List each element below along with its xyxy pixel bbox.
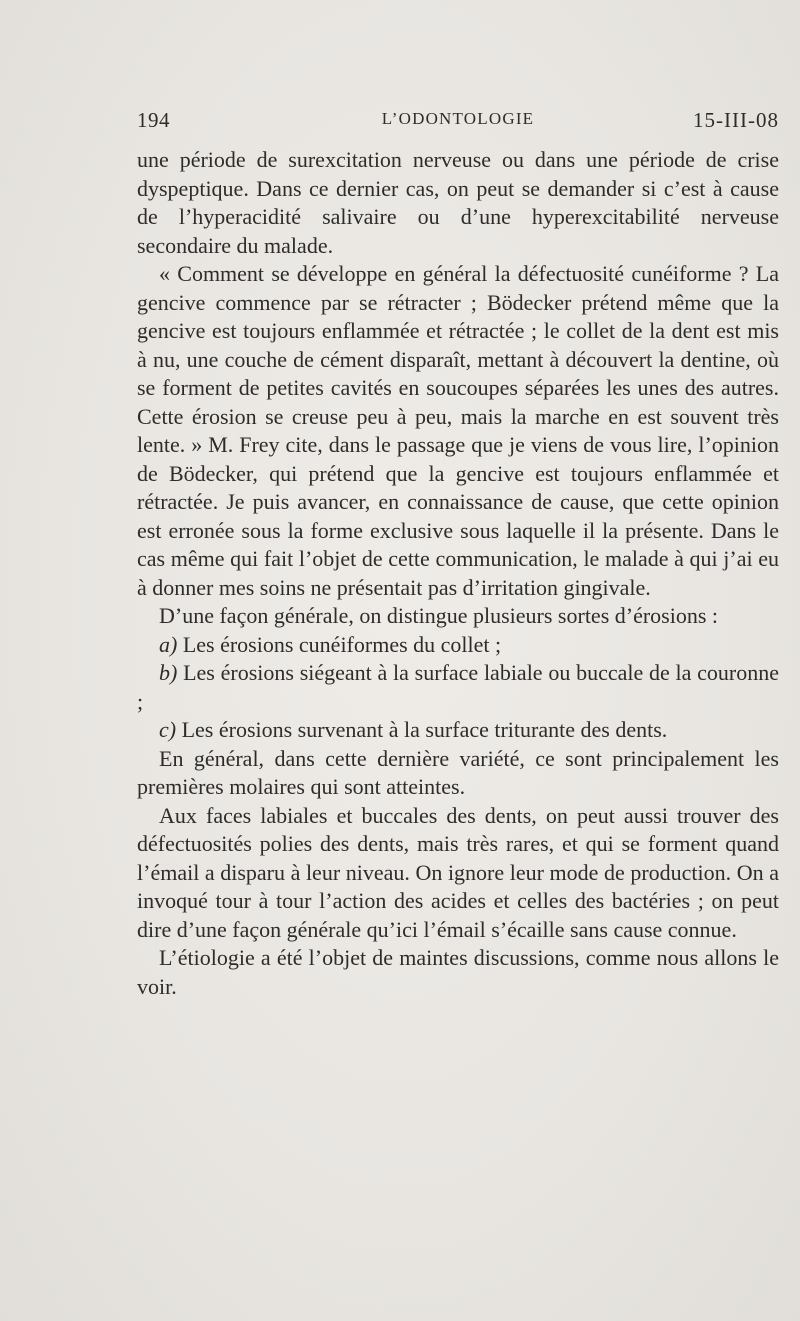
list-text-c: Les érosions survenant à la surface triturante des dents. (181, 717, 668, 742)
paragraph-2: « Comment se développe en général la défectuosité cunéiforme ? La gencive commence par se rétracter ; Bödecker prétend même que la gencive est toujours enflammée et rétractée ; le collet de la dent est mis à nu, une couche de cément disparaît, mettant à découvert la dentine, où se forment de petites cavités en soucoupes séparées les unes des autres. Cette érosion se creuse peu à peu, mais la marche en est souvent très lente. » M. Frey cite, dans le passage que je viens de vous lire, l’opinion de Bödecker, qui prétend que la gencive est toujours enflammée et rétractée. Je puis avancer, en connaissance de cause, que cette opinion est erronée sous la forme exclusive sous laquelle il la présente. Dans le cas même qui fait l’objet de cette communication, le malade à qui j’ai eu à donner mes soins ne présentait pas d’irritation gingivale. (137, 261, 779, 600)
paragraph-6: L’étiologie a été l’objet de maintes discussions, comme nous allons le voir. (137, 945, 779, 999)
page-number: 194 (137, 108, 170, 132)
paragraph-1: une période de surexcitation nerveuse ou dans une période de crise dyspeptique. Dans ce dernier cas, on peut se demander si c’est à cause de l’hyperacidité salivaire ou d’une hyperexcitabilité nerveuse secondaire du malade. (137, 147, 779, 258)
body-text (137, 146, 779, 1001)
paragraph-5: Aux faces labiales et buccales des dents, on peut aussi trouver des défectuosités polies des dents, mais très rares, et qui se forment quand l’émail a disparu à leur niveau. On ignore leur mode de production. On a invoqué tour à tour l’action des acides et celles des bactéries ; on peut dire d’une façon générale qu’ici l’émail s’écaille sans cause connue. (137, 802, 779, 942)
running-header (137, 108, 779, 138)
paragraph-4: En général, dans cette dernière variété, ce sont principalement les premières molaires qui sont atteintes. (137, 745, 779, 799)
list-text-a: Les érosions cunéiformes du collet ; (182, 631, 502, 657)
issue-date: 15-III-08 (693, 108, 779, 132)
journal-title: L’ODONTOLOGIE (381, 109, 535, 128)
paragraph-3: D’une façon générale, on distingue plusieurs sortes d’érosions : (159, 603, 719, 628)
list-marker-c: c) (159, 717, 177, 742)
list-item-b (137, 659, 779, 716)
list-item-a (137, 631, 779, 660)
list-marker-b: b) (159, 660, 178, 685)
list-text-b: Les érosions siégeant à la surface labiale ou buccale de la couronne ; (137, 660, 780, 714)
list-marker-a: a) (159, 631, 178, 657)
list-item-c (137, 716, 779, 745)
